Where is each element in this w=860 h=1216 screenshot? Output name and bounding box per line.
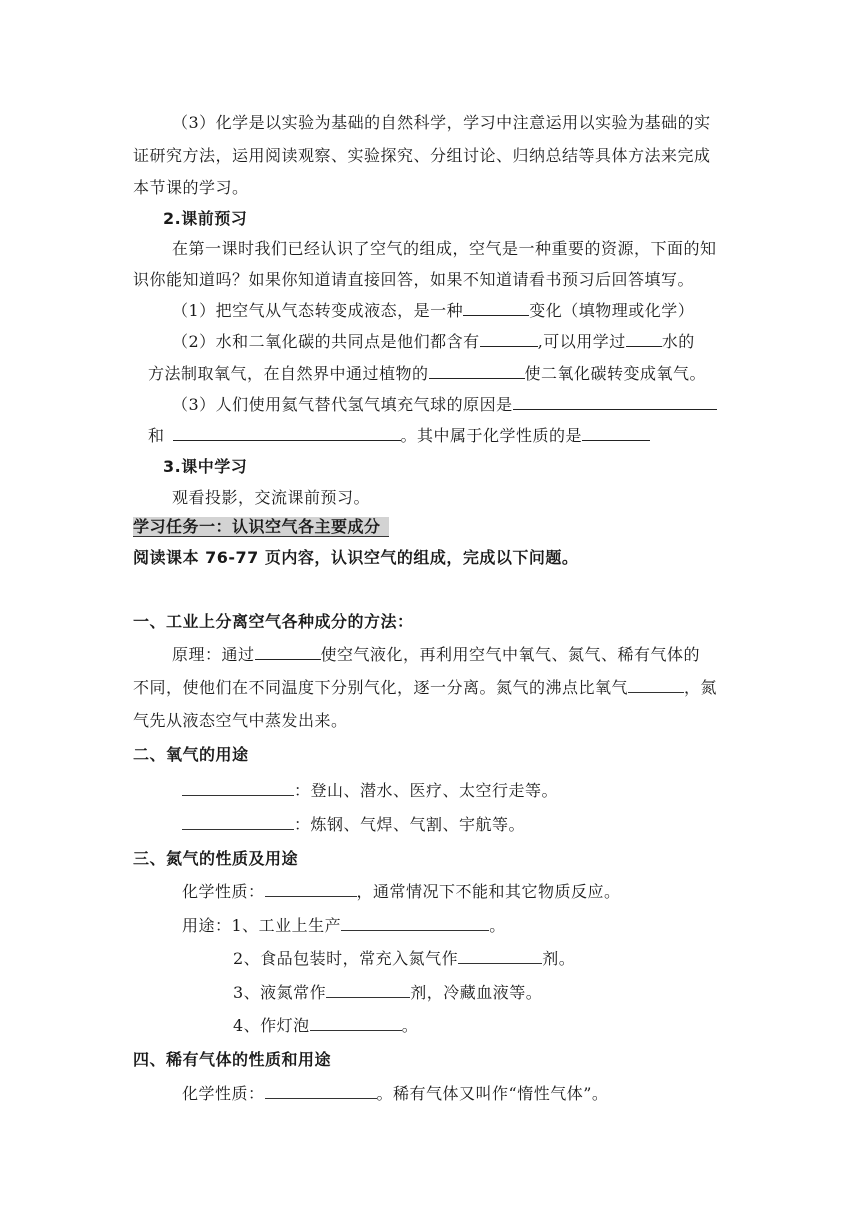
text: 用途：1、工业上生产 bbox=[182, 916, 342, 935]
fill-blank[interactable] bbox=[310, 1016, 402, 1031]
fill-blank[interactable] bbox=[480, 332, 538, 347]
paragraph-line bbox=[133, 270, 694, 290]
fill-blank[interactable] bbox=[173, 426, 401, 441]
fill-blank[interactable] bbox=[513, 395, 717, 410]
part-heading-4 bbox=[133, 1050, 331, 1070]
part-heading-3 bbox=[133, 849, 298, 869]
text: 使二氧化碳转变成氧气。 bbox=[524, 364, 707, 383]
text: 剂。 bbox=[542, 949, 576, 968]
text: 。 bbox=[489, 916, 506, 935]
text: ，氮 bbox=[684, 678, 718, 697]
paragraph-line bbox=[172, 239, 717, 259]
text: 化学性质： bbox=[182, 1084, 265, 1103]
part-heading-1 bbox=[133, 612, 414, 632]
text: ,可以用学过 bbox=[537, 332, 626, 351]
text: 证研究方法，运用阅读观察、实验探究、分组讨论、归纳总结等具体方法来完成 bbox=[133, 146, 711, 165]
paragraph-line bbox=[133, 678, 717, 698]
fill-blank[interactable] bbox=[582, 426, 650, 441]
fill-blank[interactable] bbox=[255, 645, 321, 660]
fill-blank[interactable] bbox=[458, 949, 542, 964]
heading-text: 三、氮气的性质及用途 bbox=[133, 849, 299, 868]
nitrogen-use-2 bbox=[233, 949, 575, 969]
text: ，通常情况下不能和其它物质反应。 bbox=[356, 882, 621, 901]
text: 气先从液态空气中蒸发出来。 bbox=[133, 711, 348, 730]
text: 。 bbox=[401, 1016, 419, 1035]
question-1 bbox=[172, 301, 694, 321]
paragraph-line bbox=[172, 488, 370, 508]
heading-text: 四、稀有气体的性质和用途 bbox=[133, 1050, 332, 1069]
heading-text: 2.课前预习 bbox=[163, 209, 248, 228]
instruction-text: 阅读课本 76-77 页内容，认识空气的组成，完成以下问题。 bbox=[133, 548, 579, 567]
task-title bbox=[133, 517, 389, 537]
paragraph-line bbox=[133, 711, 348, 731]
text: 和 bbox=[148, 426, 165, 445]
nitrogen-use-4 bbox=[233, 1016, 418, 1036]
fill-blank[interactable] bbox=[341, 916, 489, 931]
fill-blank[interactable] bbox=[182, 781, 294, 796]
heading-text: 一、工业上分离空气各种成分的方法： bbox=[133, 612, 414, 631]
text: 本节课的学习。 bbox=[133, 178, 249, 197]
fill-blank[interactable] bbox=[626, 332, 662, 347]
text: 水的 bbox=[661, 332, 695, 351]
section-heading-inclass bbox=[163, 457, 247, 477]
noble-gas-chem-property bbox=[182, 1084, 608, 1104]
part-heading-2 bbox=[133, 745, 249, 765]
text: 在第一课时我们已经认识了空气的组成，空气是一种重要的资源，下面的知 bbox=[172, 239, 717, 258]
section-heading-preview bbox=[163, 209, 247, 229]
nitrogen-chem-property bbox=[182, 882, 621, 902]
question-3-line-2 bbox=[148, 426, 650, 446]
text: （1）把空气从气态转变成液态，是一种 bbox=[172, 301, 464, 320]
text: ：炼钢、气焊、气割、宇航等。 bbox=[294, 815, 526, 834]
paragraph-line bbox=[133, 146, 711, 166]
fill-blank[interactable] bbox=[463, 301, 529, 316]
text: ：登山、潜水、医疗、太空行走等。 bbox=[294, 781, 559, 800]
text: 2、食品包装时，常充入氮气作 bbox=[233, 949, 459, 968]
text: （3）人们使用氦气替代氢气填充气球的原因是 bbox=[172, 395, 513, 414]
heading-text: 3.课中学习 bbox=[163, 457, 248, 476]
text: 3、液氮常作 bbox=[233, 983, 327, 1002]
text: 剂，冷藏血液等。 bbox=[410, 983, 543, 1002]
task-title-text: 学习任务一：认识空气各主要成分 bbox=[133, 517, 389, 537]
text: 识你能知道吗？如果你知道请直接回答，如果不知道请看书预习后回答填写。 bbox=[133, 270, 695, 289]
oxygen-use-2 bbox=[182, 815, 525, 835]
nitrogen-use-1 bbox=[182, 916, 506, 936]
fill-blank[interactable] bbox=[265, 882, 357, 897]
text: 4、作灯泡 bbox=[233, 1016, 310, 1035]
nitrogen-use-3 bbox=[233, 983, 542, 1003]
fill-blank[interactable] bbox=[182, 815, 294, 830]
fill-blank[interactable] bbox=[628, 678, 684, 693]
text: 化学性质： bbox=[182, 882, 265, 901]
heading-text: 二、氧气的用途 bbox=[133, 745, 249, 764]
text: 。稀有气体又叫作“惰性气体”。 bbox=[376, 1084, 609, 1103]
text: 方法制取氧气，在自然界中通过植物的 bbox=[148, 364, 429, 383]
question-3 bbox=[172, 395, 717, 415]
task-instruction bbox=[133, 548, 578, 568]
text: 原理：通过 bbox=[172, 645, 255, 664]
text: 不同，使他们在不同温度下分别气化，逐一分离。氮气的沸点比氧气 bbox=[133, 678, 629, 697]
question-2-line-2 bbox=[148, 364, 706, 384]
oxygen-use-1 bbox=[182, 781, 558, 801]
text: （2）水和二氧化碳的共同点是他们都含有 bbox=[172, 332, 480, 351]
paragraph-line bbox=[133, 178, 249, 198]
question-2 bbox=[172, 332, 695, 352]
text: 。其中属于化学性质的是 bbox=[400, 426, 583, 445]
text: 观看投影，交流课前预习。 bbox=[172, 488, 371, 507]
fill-blank[interactable] bbox=[429, 364, 525, 379]
text: （3）化学是以实验为基础的自然科学，学习中注意运用以实验为基础的实 bbox=[172, 113, 711, 132]
text: 变化（填物理或化学） bbox=[529, 301, 695, 320]
paragraph-line bbox=[172, 113, 711, 133]
fill-blank[interactable] bbox=[326, 983, 410, 998]
text: 使空气液化，再利用空气中氧气、氮气、稀有气体的 bbox=[320, 645, 701, 664]
paragraph-line bbox=[172, 645, 700, 665]
fill-blank[interactable] bbox=[265, 1084, 377, 1099]
